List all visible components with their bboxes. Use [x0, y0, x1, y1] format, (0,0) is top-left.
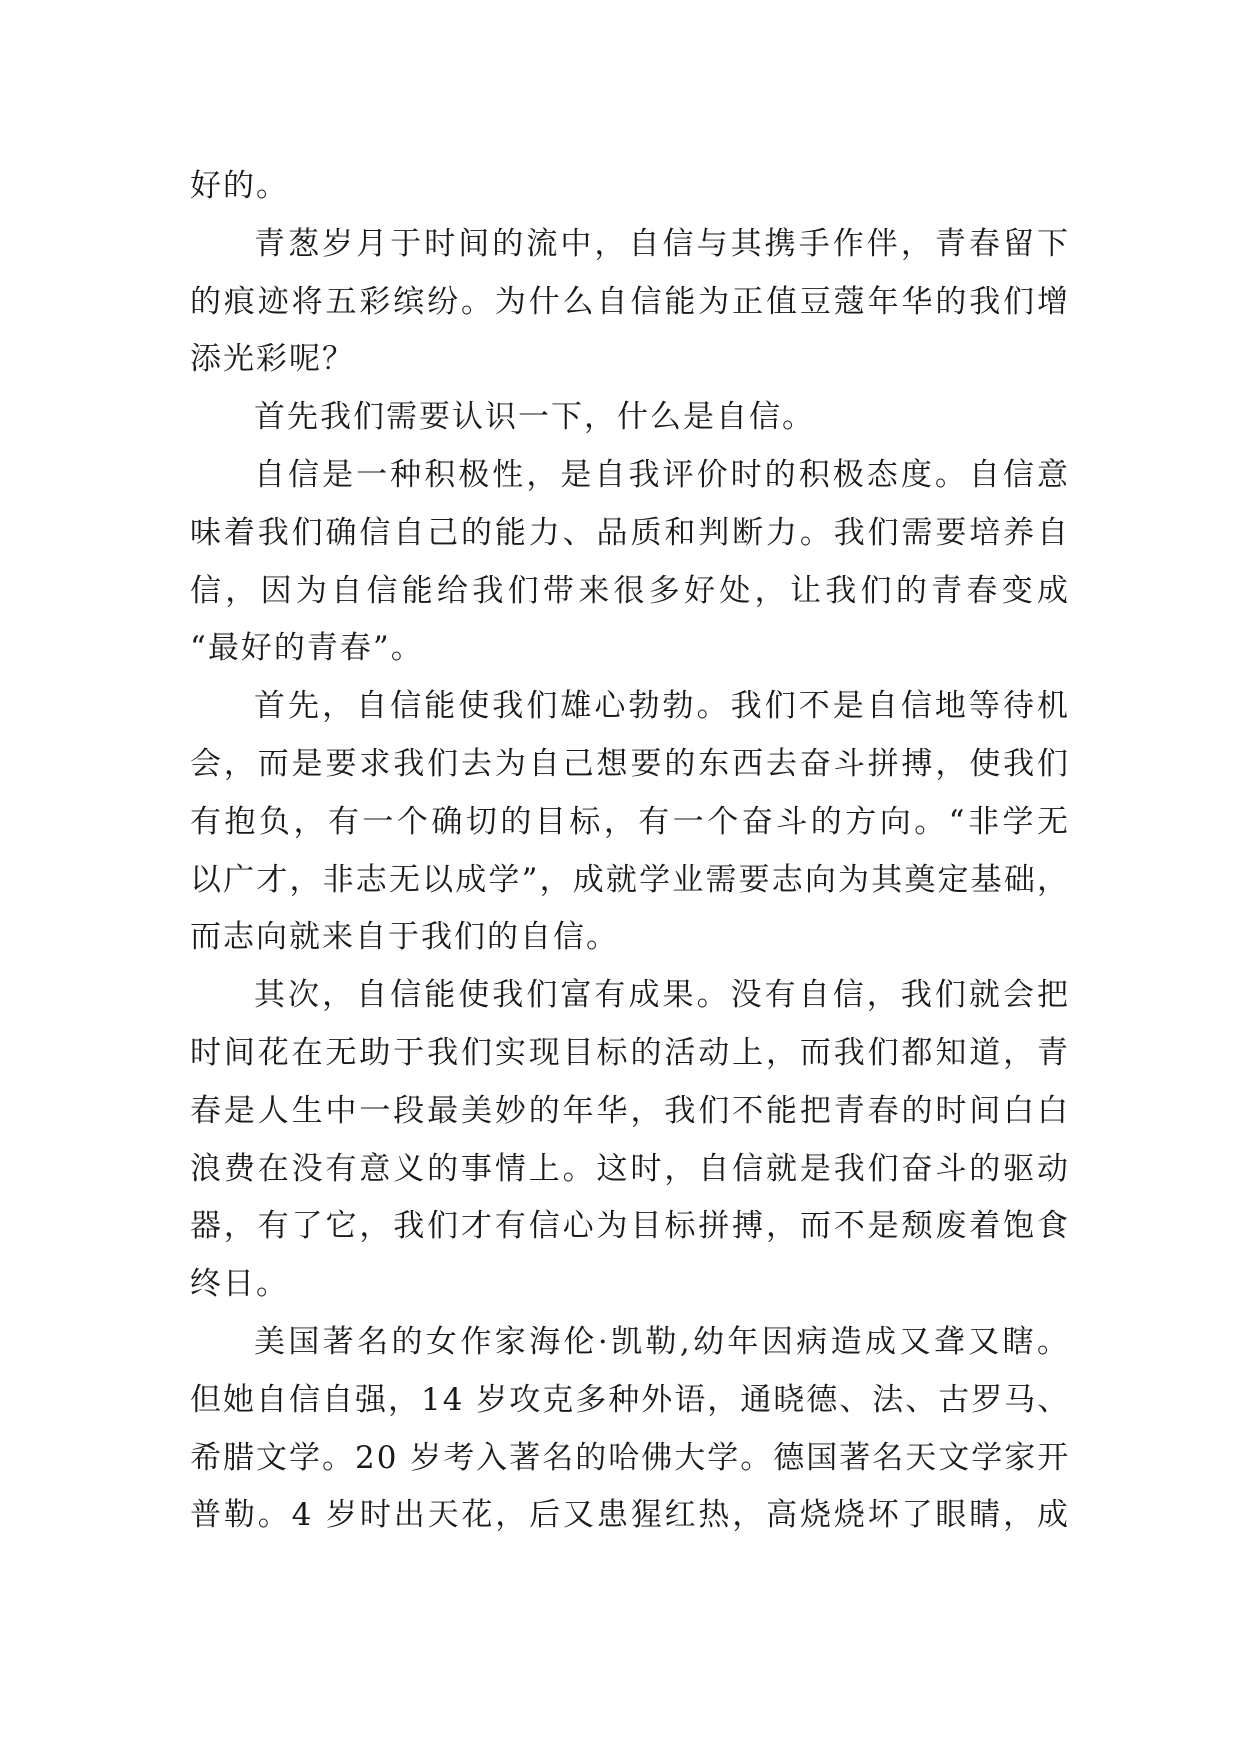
text-line: 首先我们需要认识一下，什么是自信。 — [254, 399, 815, 436]
essay-body — [190, 158, 1070, 1545]
text-line: 普勒。4 岁时出天花，后又患猩红热，高烧烧坏了眼睛，成 — [190, 1497, 1070, 1534]
text-line: 有抱负，有一个确切的目标，有一个奋斗的方向。“非学无 — [190, 803, 1070, 840]
text-line: 自信是一种积极性，是自我评价时的积极态度。自信意 — [254, 456, 1070, 493]
text-line: 会，而是要求我们去为自己想要的东西去奋斗拼搏，使我们 — [190, 745, 1070, 782]
text-line: 味着我们确信自己的能力、品质和判断力。我们需要培养自 — [190, 514, 1070, 551]
text-line: 但她自信自强，14 岁攻克多种外语，通晓德、法、古罗马、 — [190, 1381, 1071, 1418]
text-line: 其次，自信能使我们富有成果。没有自信，我们就会把 — [254, 977, 1070, 1014]
text-line: 时间花在无助于我们实现目标的活动上，而我们都知道，青 — [190, 1034, 1070, 1071]
text-line: 青葱岁月于时间的流中，自信与其携手作伴，青春留下 — [254, 225, 1070, 262]
text-line: 器，有了它，我们才有信心为目标拼搏，而不是颓废着饱食 — [190, 1208, 1070, 1245]
text-line: 美国著名的女作家海伦·凯勒,幼年因病造成又聋又瞎。 — [254, 1323, 1070, 1360]
text-line: 春是人生中一段最美妙的年华，我们不能把青春的时间白白 — [190, 1092, 1070, 1129]
text-line: 终日。 — [190, 1266, 289, 1303]
text-line: 好的。 — [190, 168, 289, 204]
text-line: 以广才，非志无以成学”，成就学业需要志向为其奠定基础， — [190, 861, 1070, 898]
text-line: 首先，自信能使我们雄心勃勃。我们不是自信地等待机 — [254, 688, 1070, 725]
text-line: 而志向就来自于我们的自信。 — [190, 919, 619, 956]
text-line: “最好的青春”。 — [190, 630, 424, 667]
text-line: 添光彩呢？ — [190, 341, 355, 378]
text-line: 希腊文学。20 岁考入著名的哈佛大学。德国著名天文学家开 — [190, 1439, 1071, 1476]
text-line: 信，因为自信能给我们带来很多好处，让我们的青春变成 — [190, 572, 1070, 609]
text-line: 浪费在没有意义的事情上。这时，自信就是我们奋斗的驱动 — [190, 1150, 1070, 1187]
text-line: 的痕迹将五彩缤纷。为什么自信能为正值豆蔻年华的我们增 — [190, 283, 1070, 320]
